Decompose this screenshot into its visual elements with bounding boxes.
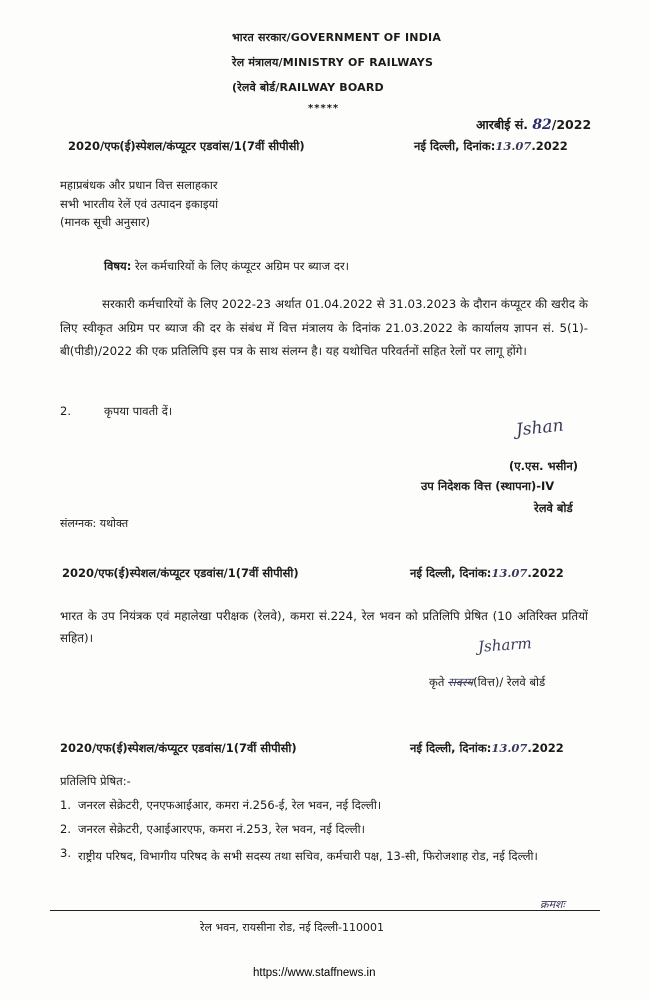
copy-item-3-number: 3. bbox=[60, 846, 71, 860]
addressee-line-1: महाप्रबंधक और प्रधान वित्त सलाहकार bbox=[60, 178, 218, 192]
file-reference-2: 2020/एफ(ई)स्पेशल/कंप्यूटर एडवांस/1(7वीं सीपीसी) bbox=[62, 566, 299, 580]
rbe-suffix: /2022 bbox=[551, 117, 592, 132]
date-handwritten: 13.07 bbox=[495, 139, 532, 153]
date-year: .2022 bbox=[531, 139, 568, 153]
date-line-2 bbox=[410, 566, 564, 581]
signature-handwritten-1: Jshan bbox=[515, 415, 565, 441]
signatory-designation: उप निदेशक वित्त (स्थापना)-IV bbox=[421, 479, 555, 493]
footer-rule bbox=[50, 910, 600, 911]
copy-2-heading: प्रतिलिपि प्रेषित:- bbox=[60, 774, 131, 788]
copy-item-1-text: जनरल सेक्रेटरी, एनएफआईआर, कमरा नं.256-ई, रेल भवन, नई दिल्ली। bbox=[78, 798, 382, 812]
date-handwritten: 13.07 bbox=[491, 741, 528, 755]
addressee-line-3: (मानक सूची अनुसार) bbox=[60, 215, 151, 229]
addressee-line-2: सभी भारतीय रेलें एवं उत्पादन इकाइयां bbox=[60, 197, 219, 211]
signatory-name: (ए.एस. भसीन) bbox=[509, 459, 578, 473]
copy-1-text: भारत के उप नियंत्रक एवं महालेखा परीक्षक (रेलवे), कमरा सं.224, रेल भवन को प्रतिलिपि प्रेषित (10 अतिरिक्त प्रतियों सहित)। bbox=[60, 609, 588, 645]
date-prefix: नई दिल्ली, दिनांक: bbox=[410, 741, 492, 755]
rbe-prefix: आरबीई सं. bbox=[476, 117, 528, 132]
letterhead-line-2: रेल मंत्रालय/MINISTRY OF RAILWAYS bbox=[232, 56, 434, 69]
date-prefix: नई दिल्ली, दिनांक: bbox=[410, 566, 492, 580]
rbe-handwritten-number: 82 bbox=[532, 117, 552, 133]
signoff-prefix: कृते bbox=[429, 675, 445, 689]
file-reference-3: 2020/एफ(ई)स्पेशल/कंप्यूटर एडवांस/1(7वीं सीपीसी) bbox=[60, 741, 297, 755]
body-paragraph-1: सरकारी कर्मचारियों के लिए 2022-23 अर्थात 01.04.2022 से 31.03.2023 के दौरान कंप्यूटर की खरीद के लिए स्वीकृत अग्रिम पर ब्याज की दर के संबंध में वित्त मंत्रालय के दिनांक 21.03.2022 के कार्यालय ज्ञापन सं. 5(1)-बी(पीडी)/2022 की एक प्रतिलिपि इस पत्र के साथ संलग्न है। यह यथोचित परिवर्तनों सहित रेलों पर लागू होंगे। bbox=[60, 297, 588, 358]
footer-address: रेल भवन, रायसीना रोड, नई दिल्ली-110001 bbox=[200, 921, 385, 934]
date-handwritten: 13.07 bbox=[491, 566, 528, 580]
signature-handwritten-2: Jsharm bbox=[477, 634, 533, 656]
para-2-number: 2. bbox=[60, 404, 71, 418]
copy-1-signoff bbox=[429, 675, 545, 690]
subject-label: विषय: bbox=[104, 259, 132, 273]
letterhead-line-1: भारत सरकार/GOVERNMENT OF INDIA bbox=[232, 31, 442, 44]
date-year: .2022 bbox=[527, 741, 564, 755]
signoff-handwritten: सदस्य bbox=[448, 675, 474, 689]
subject-line bbox=[104, 259, 349, 274]
file-reference-1: 2020/एफ(ई)स्पेशल/कंप्यूटर एडवांस/1(7वीं सीपीसी) bbox=[68, 139, 305, 153]
continued-handwritten: क्रमशः bbox=[540, 898, 565, 911]
copy-item-2-number: 2. bbox=[60, 822, 71, 836]
letterhead-stars: ***** bbox=[308, 103, 340, 114]
copy-item-3-text: राष्ट्रीय परिषद, विभागीय परिषद के सभी सदस्य तथा सचिव, कर्मचारी पक्ष, 13-सी, फिरोजशाह रोड, नई दिल्ली। bbox=[78, 849, 538, 863]
staffnews-url[interactable]: https://www.staffnews.in bbox=[253, 967, 376, 979]
date-line-3 bbox=[410, 741, 564, 756]
letterhead-line-3: (रेलवे बोर्ड/RAILWAY BOARD bbox=[232, 81, 384, 94]
copy-item-2-text: जनरल सेक्रेटरी, एआईआरएफ, कमरा नं.253, रेल भवन, नई दिल्ली। bbox=[78, 822, 365, 836]
date-year: .2022 bbox=[527, 566, 564, 580]
date-line-1 bbox=[414, 139, 568, 154]
subject-text: रेल कर्मचारियों के लिए कंप्यूटर अग्रिम पर ब्याज दर। bbox=[134, 259, 350, 273]
signatory-office: रेलवे बोर्ड bbox=[534, 501, 573, 515]
date-prefix: नई दिल्ली, दिनांक: bbox=[414, 139, 496, 153]
copy-item-1-number: 1. bbox=[60, 798, 71, 812]
para-2-text: कृपया पावती दें। bbox=[104, 404, 173, 418]
signoff-suffix: (वित्त)/ रेलवे बोर्ड bbox=[473, 675, 546, 689]
rbe-number bbox=[476, 116, 591, 133]
enclosure-note: संलग्नक: यथोक्त bbox=[60, 517, 129, 530]
